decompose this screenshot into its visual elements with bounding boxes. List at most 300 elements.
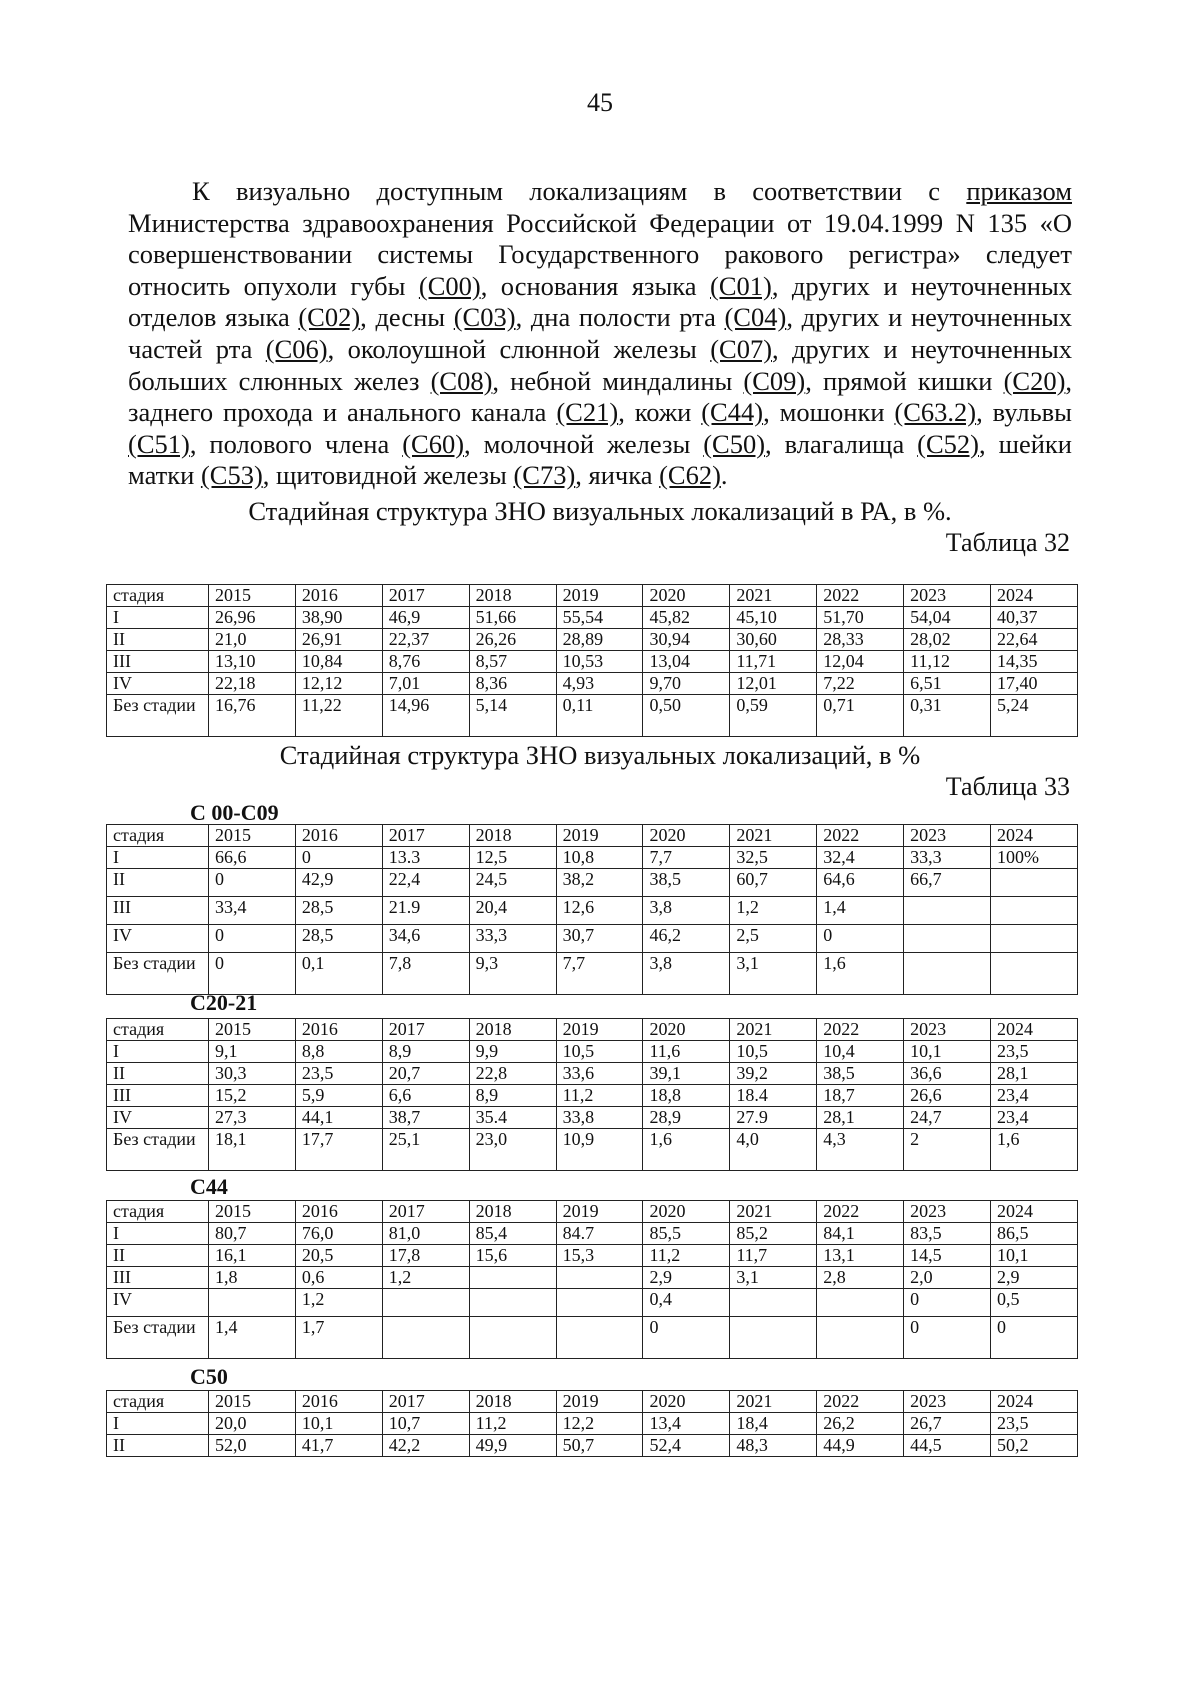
value-cell: 40,37 xyxy=(991,607,1078,629)
value-cell xyxy=(991,925,1078,953)
value-cell: 9,3 xyxy=(469,953,556,995)
value-cell: 32,5 xyxy=(730,847,817,869)
table-row xyxy=(107,1267,1078,1289)
paragraph-reference: (С53) xyxy=(200,460,263,491)
stage-cell: IV xyxy=(107,673,209,695)
value-cell: 66,6 xyxy=(209,847,296,869)
value-cell: 8,36 xyxy=(469,673,556,695)
value-cell: 12,6 xyxy=(556,897,643,925)
value-cell: 8,57 xyxy=(469,651,556,673)
value-cell: 2017 xyxy=(382,1201,469,1223)
paragraph-text: , шейки матки xyxy=(128,428,1072,491)
table-32-label: Таблица 32 xyxy=(945,528,1070,557)
value-cell: 0 xyxy=(209,925,296,953)
value-cell: 2017 xyxy=(382,1019,469,1041)
value-cell: 11,71 xyxy=(730,651,817,673)
value-cell: 2015 xyxy=(209,585,296,607)
value-cell xyxy=(469,1317,556,1359)
value-cell: 13,1 xyxy=(817,1245,904,1267)
value-cell xyxy=(382,1317,469,1359)
value-cell: 33,3 xyxy=(904,847,991,869)
value-cell: 13,04 xyxy=(643,651,730,673)
value-cell: 13.3 xyxy=(382,847,469,869)
table-row xyxy=(107,1063,1078,1085)
table-row xyxy=(107,1129,1078,1171)
value-cell: 32,4 xyxy=(817,847,904,869)
value-cell: 0 xyxy=(209,953,296,995)
value-cell xyxy=(991,869,1078,897)
paragraph-reference: (С01) xyxy=(710,270,772,301)
paragraph-reference: (С04) xyxy=(724,302,787,333)
value-cell: 27,3 xyxy=(209,1107,296,1129)
value-cell: 1,4 xyxy=(817,897,904,925)
value-cell: 51,70 xyxy=(817,607,904,629)
table-row xyxy=(107,673,1078,695)
paragraph-text: , других и неуточненных частей рта xyxy=(128,302,1072,364)
value-cell: 23,4 xyxy=(991,1107,1078,1129)
value-cell: 6,51 xyxy=(904,673,991,695)
value-cell: 48,3 xyxy=(730,1435,817,1457)
value-cell: 12,01 xyxy=(730,673,817,695)
value-cell: 2019 xyxy=(556,825,643,847)
paragraph-text: , мошонки xyxy=(763,397,895,428)
value-cell: 39,2 xyxy=(730,1063,817,1085)
value-cell xyxy=(556,1289,643,1317)
value-cell: 66,7 xyxy=(904,869,991,897)
value-cell: 2024 xyxy=(991,825,1078,847)
value-cell: 85,5 xyxy=(643,1223,730,1245)
paragraph-reference: (С20) xyxy=(1003,365,1066,396)
value-cell: 46,9 xyxy=(382,607,469,629)
stage-cell: II xyxy=(107,869,209,897)
value-cell: 25,1 xyxy=(382,1129,469,1171)
value-cell: 2,9 xyxy=(643,1267,730,1289)
value-cell: 2020 xyxy=(643,825,730,847)
value-cell: 2019 xyxy=(556,1201,643,1223)
value-cell: 1,8 xyxy=(209,1267,296,1289)
paragraph-reference: (С44) xyxy=(701,397,764,428)
table-row xyxy=(107,1317,1078,1359)
value-cell: 7,22 xyxy=(817,673,904,695)
section-table-c00-c09 xyxy=(106,824,1078,995)
value-cell: 38,2 xyxy=(556,869,643,897)
value-cell: 1,2 xyxy=(382,1267,469,1289)
page-number: 45 xyxy=(587,88,613,117)
value-cell: 33,6 xyxy=(556,1063,643,1085)
paragraph-reference: (С03) xyxy=(453,302,516,333)
paragraph-text: , дна полости рта xyxy=(515,302,725,333)
value-cell xyxy=(904,925,991,953)
stage-cell: III xyxy=(107,897,209,925)
value-cell: 22,37 xyxy=(382,629,469,651)
value-cell: 2024 xyxy=(991,1391,1078,1413)
value-cell: 54,04 xyxy=(904,607,991,629)
paragraph-reference: приказом xyxy=(966,176,1072,206)
value-cell: 1,7 xyxy=(295,1317,382,1359)
value-cell xyxy=(817,1289,904,1317)
value-cell: 21,0 xyxy=(209,629,296,651)
value-cell: 2022 xyxy=(817,1391,904,1413)
value-cell: 0 xyxy=(209,869,296,897)
value-cell: 2016 xyxy=(295,1391,382,1413)
table-header-row xyxy=(107,1391,1078,1413)
stage-cell: стадия xyxy=(107,1019,209,1041)
value-cell xyxy=(556,1317,643,1359)
value-cell: 2022 xyxy=(817,1019,904,1041)
table-header-row xyxy=(107,1019,1078,1041)
value-cell: 2023 xyxy=(904,825,991,847)
table-row xyxy=(107,607,1078,629)
value-cell: 42,2 xyxy=(382,1435,469,1457)
stage-cell: стадия xyxy=(107,1391,209,1413)
value-cell: 15,3 xyxy=(556,1245,643,1267)
value-cell: 33,3 xyxy=(469,925,556,953)
value-cell: 2018 xyxy=(469,1201,556,1223)
paragraph-text: . xyxy=(720,460,728,491)
table-33-title: Стадийная структура ЗНО визуальных локализаций, в % xyxy=(279,740,921,770)
section-label-c00-c09: С 00-С09 xyxy=(190,800,279,825)
value-cell: 17,7 xyxy=(295,1129,382,1171)
value-cell xyxy=(556,1267,643,1289)
value-cell: 2022 xyxy=(817,585,904,607)
value-cell: 10,4 xyxy=(817,1041,904,1063)
value-cell: 2023 xyxy=(904,1391,991,1413)
value-cell: 38,5 xyxy=(817,1063,904,1085)
paragraph-reference: (С62) xyxy=(659,460,721,491)
value-cell: 0,6 xyxy=(295,1267,382,1289)
value-cell: 16,76 xyxy=(209,695,296,737)
table-header-row xyxy=(107,1201,1078,1223)
value-cell: 12,2 xyxy=(556,1413,643,1435)
value-cell: 39,1 xyxy=(643,1063,730,1085)
value-cell: 10,1 xyxy=(991,1245,1078,1267)
value-cell: 86,5 xyxy=(991,1223,1078,1245)
value-cell: 2018 xyxy=(469,585,556,607)
value-cell: 0 xyxy=(904,1317,991,1359)
value-cell: 0 xyxy=(295,847,382,869)
value-cell: 2018 xyxy=(469,1391,556,1413)
value-cell: 17,40 xyxy=(991,673,1078,695)
stage-cell: Без стадии xyxy=(107,695,209,737)
value-cell: 22,4 xyxy=(382,869,469,897)
value-cell: 11,2 xyxy=(643,1245,730,1267)
value-cell: 15,2 xyxy=(209,1085,296,1107)
value-cell: 30,60 xyxy=(730,629,817,651)
value-cell: 2017 xyxy=(382,585,469,607)
table-row xyxy=(107,695,1078,737)
value-cell: 26,7 xyxy=(904,1413,991,1435)
value-cell: 24,7 xyxy=(904,1107,991,1129)
table-row xyxy=(107,1107,1078,1129)
paragraph-reference: (С52) xyxy=(917,428,979,459)
table-row xyxy=(107,1289,1078,1317)
table-row xyxy=(107,1245,1078,1267)
value-cell: 18,1 xyxy=(209,1129,296,1171)
table-header-row xyxy=(107,825,1078,847)
value-cell: 34,6 xyxy=(382,925,469,953)
value-cell: 2021 xyxy=(730,1201,817,1223)
table-32 xyxy=(106,584,1078,737)
paragraph-text: , основания языка xyxy=(480,270,711,301)
value-cell: 2021 xyxy=(730,1019,817,1041)
value-cell: 0 xyxy=(643,1317,730,1359)
value-cell: 8,9 xyxy=(382,1041,469,1063)
value-cell: 2020 xyxy=(643,1019,730,1041)
value-cell: 50,2 xyxy=(991,1435,1078,1457)
value-cell: 9,70 xyxy=(643,673,730,695)
value-cell: 20,5 xyxy=(295,1245,382,1267)
paragraph-reference: (С51) xyxy=(128,428,190,459)
value-cell: 36,6 xyxy=(904,1063,991,1085)
value-cell: 18,4 xyxy=(730,1413,817,1435)
value-cell: 4,3 xyxy=(817,1129,904,1171)
value-cell: 52,4 xyxy=(643,1435,730,1457)
value-cell: 2019 xyxy=(556,1391,643,1413)
value-cell: 2017 xyxy=(382,825,469,847)
paragraph-reference: (С07) xyxy=(710,333,773,364)
value-cell: 26,96 xyxy=(209,607,296,629)
value-cell: 26,26 xyxy=(469,629,556,651)
value-cell: 28,9 xyxy=(643,1107,730,1129)
value-cell: 1,2 xyxy=(730,897,817,925)
table-row xyxy=(107,1085,1078,1107)
value-cell: 2018 xyxy=(469,825,556,847)
value-cell: 46,2 xyxy=(643,925,730,953)
value-cell: 28,1 xyxy=(991,1063,1078,1085)
table-row xyxy=(107,651,1078,673)
value-cell: 0,50 xyxy=(643,695,730,737)
value-cell: 7,01 xyxy=(382,673,469,695)
value-cell: 1,6 xyxy=(991,1129,1078,1171)
value-cell: 2018 xyxy=(469,1019,556,1041)
value-cell: 2019 xyxy=(556,585,643,607)
value-cell: 18,8 xyxy=(643,1085,730,1107)
value-cell: 28,1 xyxy=(817,1107,904,1129)
paragraph-reference: (С08) xyxy=(430,365,493,396)
value-cell: 45,82 xyxy=(643,607,730,629)
value-cell: 2023 xyxy=(904,1201,991,1223)
value-cell: 7,7 xyxy=(643,847,730,869)
stage-cell: II xyxy=(107,1245,209,1267)
paragraph-text: Министерства здравоохранения Российской Федерации от 19.04.1999 N 135 «О совершенствовании системы Государственного ракового регистра» следует относить опухоли губы xyxy=(128,207,1072,301)
stage-cell: Без стадии xyxy=(107,1317,209,1359)
paragraph-text: , околоушной слюнной железы xyxy=(327,333,711,364)
value-cell: 14,5 xyxy=(904,1245,991,1267)
value-cell: 30,3 xyxy=(209,1063,296,1085)
stage-cell: IV xyxy=(107,1107,209,1129)
value-cell: 2,5 xyxy=(730,925,817,953)
value-cell: 2,8 xyxy=(817,1267,904,1289)
value-cell: 0 xyxy=(904,1289,991,1317)
value-cell: 0 xyxy=(817,925,904,953)
value-cell: 2,9 xyxy=(991,1267,1078,1289)
value-cell: 2016 xyxy=(295,1019,382,1041)
value-cell: 0,5 xyxy=(991,1289,1078,1317)
value-cell xyxy=(469,1267,556,1289)
value-cell: 2022 xyxy=(817,1201,904,1223)
value-cell: 18.4 xyxy=(730,1085,817,1107)
value-cell: 2023 xyxy=(904,585,991,607)
stage-cell: III xyxy=(107,651,209,673)
table-row xyxy=(107,1041,1078,1063)
value-cell xyxy=(904,897,991,925)
section-table-c44 xyxy=(106,1200,1078,1359)
value-cell: 0,71 xyxy=(817,695,904,737)
value-cell xyxy=(904,953,991,995)
value-cell: 55,54 xyxy=(556,607,643,629)
value-cell: 26,6 xyxy=(904,1085,991,1107)
value-cell: 23,5 xyxy=(991,1413,1078,1435)
value-cell: 50,7 xyxy=(556,1435,643,1457)
value-cell: 4,0 xyxy=(730,1129,817,1171)
value-cell: 1,6 xyxy=(643,1129,730,1171)
value-cell: 76,0 xyxy=(295,1223,382,1245)
table-32-title: Стадийная структура ЗНО визуальных локализаций в РА, в %. xyxy=(248,496,952,526)
value-cell: 22,18 xyxy=(209,673,296,695)
value-cell: 9,1 xyxy=(209,1041,296,1063)
value-cell: 2015 xyxy=(209,825,296,847)
stage-cell: I xyxy=(107,1413,209,1435)
paragraph-text: , других и неуточненных отделов языка xyxy=(128,270,1072,333)
value-cell: 28,5 xyxy=(295,925,382,953)
value-cell: 10,1 xyxy=(904,1041,991,1063)
value-cell: 100% xyxy=(991,847,1078,869)
value-cell: 64,6 xyxy=(817,869,904,897)
value-cell: 49,9 xyxy=(469,1435,556,1457)
value-cell: 33,4 xyxy=(209,897,296,925)
section-label-c44: С44 xyxy=(190,1174,228,1199)
value-cell: 33,8 xyxy=(556,1107,643,1129)
value-cell: 0 xyxy=(991,1317,1078,1359)
value-cell xyxy=(730,1317,817,1359)
stage-cell: II xyxy=(107,629,209,651)
section-table-c50 xyxy=(106,1390,1078,1457)
paragraph-text: , влагалища xyxy=(765,428,918,459)
table-row xyxy=(107,1223,1078,1245)
value-cell: 27.9 xyxy=(730,1107,817,1129)
value-cell xyxy=(991,897,1078,925)
value-cell: 42,9 xyxy=(295,869,382,897)
table-row xyxy=(107,953,1078,995)
value-cell: 28,5 xyxy=(295,897,382,925)
value-cell: 11,6 xyxy=(643,1041,730,1063)
value-cell xyxy=(382,1289,469,1317)
stage-cell: I xyxy=(107,1041,209,1063)
value-cell: 5,24 xyxy=(991,695,1078,737)
section-table-c20-21 xyxy=(106,1018,1078,1171)
stage-cell: IV xyxy=(107,925,209,953)
value-cell: 80,7 xyxy=(209,1223,296,1245)
value-cell: 3,8 xyxy=(643,953,730,995)
value-cell: 8,9 xyxy=(469,1085,556,1107)
value-cell: 28,33 xyxy=(817,629,904,651)
value-cell: 2020 xyxy=(643,585,730,607)
value-cell: 6,6 xyxy=(382,1085,469,1107)
value-cell: 2016 xyxy=(295,1201,382,1223)
stage-cell: I xyxy=(107,607,209,629)
value-cell: 11,12 xyxy=(904,651,991,673)
value-cell: 2021 xyxy=(730,585,817,607)
paragraph-text: , яичка xyxy=(575,460,660,491)
value-cell: 44,5 xyxy=(904,1435,991,1457)
value-cell: 38,90 xyxy=(295,607,382,629)
section-label-c50: С50 xyxy=(190,1364,228,1389)
table-row xyxy=(107,925,1078,953)
value-cell: 23,5 xyxy=(295,1063,382,1085)
value-cell: 11,2 xyxy=(556,1085,643,1107)
value-cell: 7,7 xyxy=(556,953,643,995)
value-cell: 35.4 xyxy=(469,1107,556,1129)
value-cell: 10,7 xyxy=(382,1413,469,1435)
value-cell: 1,6 xyxy=(817,953,904,995)
table-row xyxy=(107,897,1078,925)
paragraph-text: , полового члена xyxy=(189,428,403,459)
paragraph-text: , щитовидной железы xyxy=(262,460,514,491)
value-cell: 3,1 xyxy=(730,1267,817,1289)
value-cell: 5,14 xyxy=(469,695,556,737)
value-cell: 16,1 xyxy=(209,1245,296,1267)
value-cell: 1,2 xyxy=(295,1289,382,1317)
value-cell: 18,7 xyxy=(817,1085,904,1107)
value-cell: 23,0 xyxy=(469,1129,556,1171)
value-cell: 23,4 xyxy=(991,1085,1078,1107)
value-cell: 9,9 xyxy=(469,1041,556,1063)
value-cell xyxy=(469,1289,556,1317)
paragraph-reference: (С50) xyxy=(703,428,766,459)
stage-cell: Без стадии xyxy=(107,1129,209,1171)
stage-cell: III xyxy=(107,1085,209,1107)
paragraph-text: , прямой кишки xyxy=(805,365,1004,396)
paragraph-text: , вульвы xyxy=(976,397,1072,428)
value-cell: 2021 xyxy=(730,1391,817,1413)
stage-cell: Без стадии xyxy=(107,953,209,995)
value-cell: 84.7 xyxy=(556,1223,643,1245)
value-cell: 0,1 xyxy=(295,953,382,995)
value-cell: 2022 xyxy=(817,825,904,847)
value-cell: 26,91 xyxy=(295,629,382,651)
value-cell: 81,0 xyxy=(382,1223,469,1245)
paragraph-reference: (С00) xyxy=(418,270,481,301)
value-cell: 14,35 xyxy=(991,651,1078,673)
value-cell: 10,53 xyxy=(556,651,643,673)
value-cell: 2015 xyxy=(209,1019,296,1041)
value-cell: 10,5 xyxy=(730,1041,817,1063)
paragraph-reference: (С21) xyxy=(556,397,619,428)
value-cell: 60,7 xyxy=(730,869,817,897)
value-cell: 23,5 xyxy=(991,1041,1078,1063)
paragraph-reference: (С60) xyxy=(402,428,465,459)
value-cell: 15,6 xyxy=(469,1245,556,1267)
paragraph-reference: (С63.2) xyxy=(894,397,977,428)
value-cell: 1,4 xyxy=(209,1317,296,1359)
value-cell: 3,8 xyxy=(643,897,730,925)
value-cell: 85,4 xyxy=(469,1223,556,1245)
value-cell: 2017 xyxy=(382,1391,469,1413)
value-cell: 44,9 xyxy=(817,1435,904,1457)
value-cell: 2024 xyxy=(991,585,1078,607)
value-cell: 2020 xyxy=(643,1391,730,1413)
value-cell: 20,0 xyxy=(209,1413,296,1435)
value-cell: 11,2 xyxy=(469,1413,556,1435)
value-cell: 2020 xyxy=(643,1201,730,1223)
paragraph-reference: (С09) xyxy=(743,365,806,396)
value-cell: 8,76 xyxy=(382,651,469,673)
table-row xyxy=(107,847,1078,869)
value-cell: 2019 xyxy=(556,1019,643,1041)
stage-cell: I xyxy=(107,1223,209,1245)
value-cell: 12,5 xyxy=(469,847,556,869)
paragraph-reference: (С73) xyxy=(513,460,576,491)
